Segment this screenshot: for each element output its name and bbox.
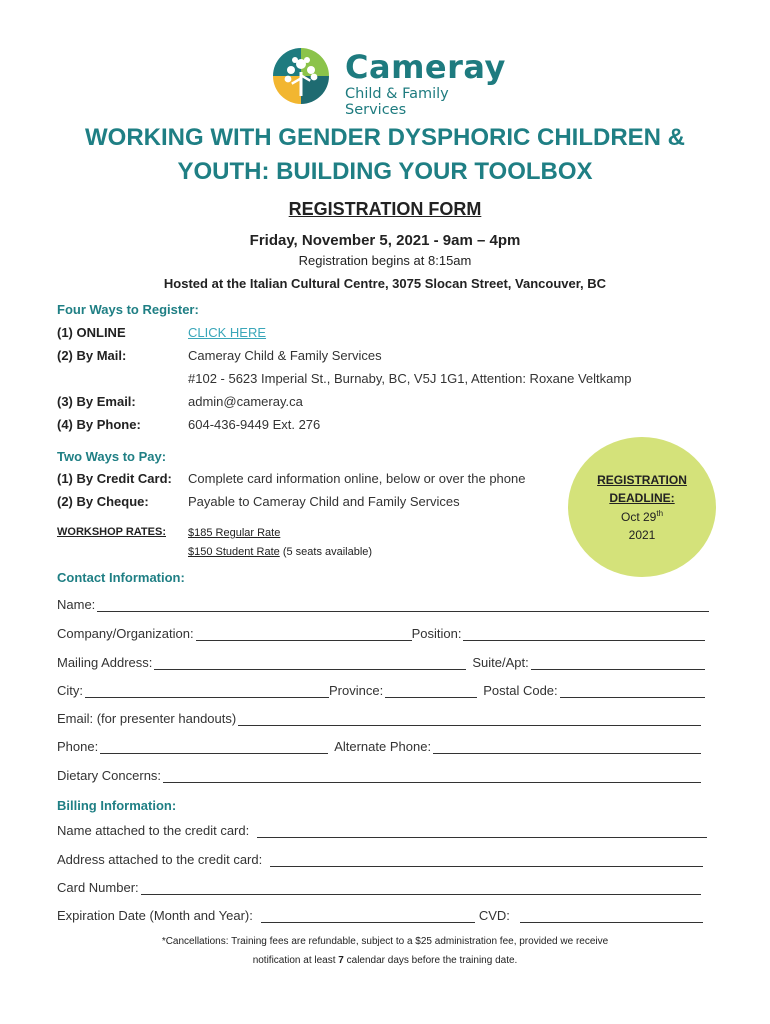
cancellation-line-2: notification at least 7 calendar days before the training date.: [252, 955, 518, 966]
pay-cheque-label: (2) By Cheque:: [57, 494, 149, 509]
expiration-field[interactable]: [261, 910, 475, 923]
name-field[interactable]: [97, 599, 709, 612]
postal-label: Postal Code:: [483, 683, 558, 698]
suite-label: Suite/Apt:: [472, 655, 529, 670]
register-phone-label: (4) By Phone:: [57, 417, 141, 432]
click-here-link[interactable]: CLICK HERE: [188, 325, 267, 340]
company-field[interactable]: [196, 628, 412, 641]
page-title-line-2: YOUTH: BUILDING YOUR TOOLBOX: [177, 158, 593, 185]
expiration-row: [57, 908, 705, 923]
register-email-value: admin@cameray.ca: [188, 394, 303, 409]
province-label: Province:: [329, 683, 384, 698]
card-name-row: [57, 823, 709, 838]
phone-field[interactable]: [100, 741, 328, 754]
register-online-label: (1) ONLINE: [57, 325, 126, 340]
pay-cheque-value: Payable to Cameray Child and Family Services: [188, 494, 460, 509]
province-field[interactable]: [385, 685, 477, 698]
phone-label: Phone:: [57, 739, 99, 754]
name-label: Name:: [57, 597, 96, 612]
email-row: [57, 711, 703, 726]
tree-logo-icon: [271, 46, 331, 106]
card-address-label: Address attached to the credit card:: [57, 852, 263, 867]
student-rate: $150 Student Rate: [188, 546, 280, 558]
deadline-line-1: REGISTRATION: [597, 473, 687, 487]
city-label: City:: [57, 683, 83, 698]
email-field[interactable]: [238, 713, 701, 726]
card-address-row: [57, 852, 705, 867]
pay-credit-label: (1) By Credit Card:: [57, 471, 172, 486]
contact-heading: Contact Information:: [57, 570, 185, 585]
register-phone-value: 604-436-9449 Ext. 276: [188, 417, 321, 432]
cancellation-line-1: *Cancellations: Training fees are refundable, subject to a $25 administration fee, provided we receive: [161, 936, 609, 947]
event-date: Friday, November 5, 2021 - 9am – 4pm: [249, 232, 521, 249]
position-field[interactable]: [463, 628, 705, 641]
logo-name: Cameray: [345, 48, 506, 86]
cvd-field[interactable]: [520, 910, 703, 923]
register-mail-label: (2) By Mail:: [57, 348, 127, 363]
billing-heading: Billing Information:: [57, 798, 177, 813]
postal-field[interactable]: [560, 685, 705, 698]
alt-phone-label: Alternate Phone:: [334, 739, 432, 754]
dietary-field[interactable]: [163, 770, 701, 783]
card-number-label: Card Number:: [57, 880, 139, 895]
phone-row: [57, 739, 703, 754]
hosted-location: Hosted at the Italian Cultural Centre, 3075 Slocan Street, Vancouver, BC: [163, 276, 607, 291]
card-name-label: Name attached to the credit card:: [57, 823, 250, 838]
deadline-line-2: DEADLINE:: [609, 491, 675, 505]
pay-heading: Two Ways to Pay:: [57, 449, 167, 464]
deadline-date: Oct 29th: [620, 509, 664, 524]
company-label: Company/Organization:: [57, 626, 194, 641]
logo-subtitle: Child & Family Services: [345, 86, 449, 118]
position-label: Position:: [411, 626, 462, 641]
city-field[interactable]: [85, 685, 329, 698]
page-title-line-1: WORKING WITH GENDER DYSPHORIC CHILDREN &: [85, 124, 685, 151]
cvd-label: CVD:: [478, 908, 510, 923]
card-name-field[interactable]: [257, 825, 707, 838]
workshop-rates-label: WORKSHOP RATES:: [57, 526, 166, 538]
regular-rate: $185 Regular Rate: [188, 527, 281, 539]
alt-phone-field[interactable]: [433, 741, 701, 754]
student-rate-row: [188, 546, 372, 558]
register-mail-address: #102 - 5623 Imperial St., Burnaby, BC, V5J 1G1, Attention: Roxane Veltkamp: [188, 371, 632, 386]
form-title: REGISTRATION FORM: [288, 199, 482, 219]
pay-credit-value: Complete card information online, below or over the phone: [188, 471, 526, 486]
deadline-year: 2021: [628, 528, 656, 542]
name-row: [57, 597, 711, 612]
city-row: [57, 683, 707, 698]
dietary-label: Dietary Concerns:: [57, 768, 162, 783]
expiration-label: Expiration Date (Month and Year):: [57, 908, 253, 923]
mailing-label: Mailing Address:: [57, 655, 153, 670]
register-heading: Four Ways to Register:: [57, 302, 199, 317]
register-email-label: (3) By Email:: [57, 394, 136, 409]
registration-begins: Registration begins at 8:15am: [298, 253, 472, 268]
student-rate-note: (5 seats available): [282, 546, 373, 558]
card-number-field[interactable]: [141, 882, 701, 895]
mailing-row: [57, 655, 707, 670]
card-address-field[interactable]: [270, 854, 703, 867]
email-label: Email: (for presenter handouts): [57, 711, 237, 726]
card-number-row: [57, 880, 703, 895]
registration-deadline-badge: [568, 437, 716, 577]
register-mail-value: Cameray Child & Family Services: [188, 348, 382, 363]
dietary-row: [57, 768, 703, 783]
company-row: [57, 626, 707, 641]
logo: [271, 44, 511, 118]
mailing-field[interactable]: [154, 657, 466, 670]
suite-field[interactable]: [531, 657, 705, 670]
